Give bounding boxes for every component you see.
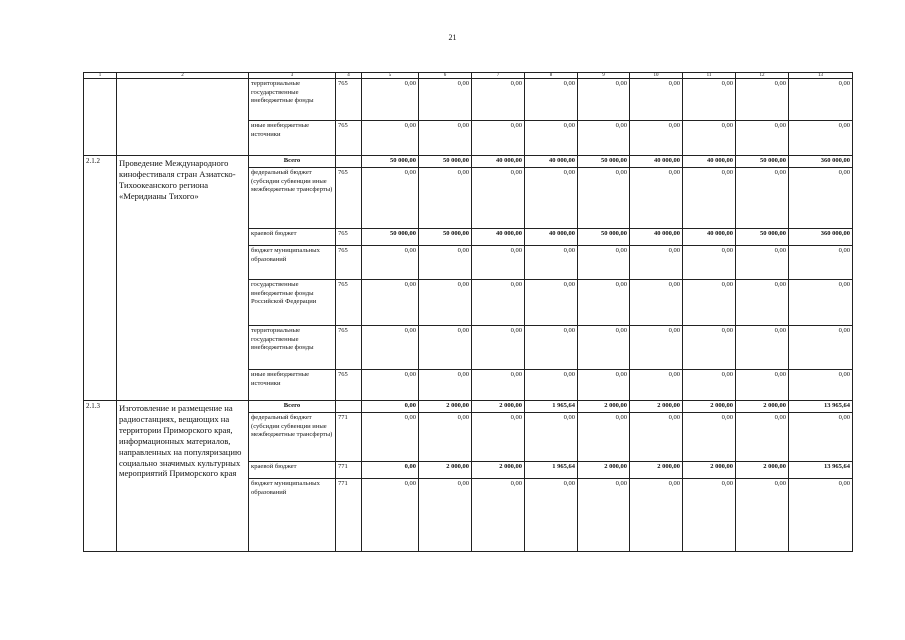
amount-cell: 0,00 <box>683 79 736 121</box>
item-code: 2.1.3 <box>84 401 117 552</box>
amount-cell: 0,00 <box>472 168 525 229</box>
amount-cell: 0,00 <box>472 370 525 401</box>
funding-source: бюджет муниципальных образований <box>249 246 336 280</box>
column-number: 2 <box>117 73 249 79</box>
amount-cell: 0,00 <box>525 246 578 280</box>
amount-cell: 0,00 <box>419 121 472 156</box>
page-number: 21 <box>448 33 457 42</box>
amount-cell: 40 000,00 <box>630 229 683 246</box>
amount-cell: 2 000,00 <box>736 462 789 479</box>
budget-code: 765 <box>336 246 362 280</box>
amount-cell: 0,00 <box>683 121 736 156</box>
amount-cell: 50 000,00 <box>578 229 630 246</box>
amount-cell: 2 000,00 <box>578 401 630 413</box>
amount-cell: 2 000,00 <box>630 462 683 479</box>
amount-cell: 0,00 <box>362 168 419 229</box>
amount-cell: 0,00 <box>525 79 578 121</box>
amount-cell: 0,00 <box>362 121 419 156</box>
amount-cell: 0,00 <box>736 168 789 229</box>
table-row <box>84 79 853 121</box>
amount-cell: 0,00 <box>525 479 578 552</box>
amount-cell: 0,00 <box>362 401 419 413</box>
amount-cell: 0,00 <box>736 326 789 370</box>
amount-cell: 0,00 <box>683 168 736 229</box>
amount-cell: 2 000,00 <box>472 462 525 479</box>
budget-code: 771 <box>336 413 362 462</box>
amount-cell: 0,00 <box>736 280 789 326</box>
amount-cell: 0,00 <box>789 168 853 229</box>
column-number: 10 <box>630 73 683 79</box>
amount-cell: 40 000,00 <box>525 229 578 246</box>
amount-cell: 0,00 <box>578 280 630 326</box>
funding-source: территориальные государственные внебюджетные фонды <box>249 326 336 370</box>
amount-cell: 0,00 <box>789 370 853 401</box>
amount-cell: 1 965,64 <box>525 462 578 479</box>
budget-code: 765 <box>336 79 362 121</box>
amount-cell: 40 000,00 <box>472 156 525 168</box>
amount-cell: 0,00 <box>789 479 853 552</box>
amount-cell: 0,00 <box>736 479 789 552</box>
amount-cell: 0,00 <box>578 413 630 462</box>
funding-source: краевой бюджет <box>249 229 336 246</box>
amount-cell: 2 000,00 <box>472 401 525 413</box>
amount-cell: 0,00 <box>630 413 683 462</box>
item-code: 2.1.2 <box>84 156 117 401</box>
column-number: 4 <box>336 73 362 79</box>
amount-cell: 2 000,00 <box>736 401 789 413</box>
amount-cell: 2 000,00 <box>683 401 736 413</box>
amount-cell: 40 000,00 <box>683 156 736 168</box>
column-number: 11 <box>683 73 736 79</box>
item-name: Изготовление и размещение на радиостанциях, вещающих на территории Приморского края, информационных материалов, направленных на популяризацию социально значимых культурных мероприятий Приморского края <box>117 401 249 552</box>
amount-cell: 0,00 <box>578 479 630 552</box>
amount-cell: 0,00 <box>578 326 630 370</box>
column-number: 3 <box>249 73 336 79</box>
amount-cell: 0,00 <box>683 280 736 326</box>
amount-cell: 0,00 <box>419 79 472 121</box>
column-number: 12 <box>736 73 789 79</box>
amount-cell: 50 000,00 <box>578 156 630 168</box>
amount-cell: 0,00 <box>683 326 736 370</box>
amount-cell: 0,00 <box>419 246 472 280</box>
amount-cell: 0,00 <box>472 326 525 370</box>
amount-cell: 13 965,64 <box>789 401 853 413</box>
amount-cell: 0,00 <box>789 246 853 280</box>
amount-cell: 0,00 <box>630 326 683 370</box>
funding-source: территориальные государственные внебюджетные фонды <box>249 79 336 121</box>
amount-cell: 0,00 <box>419 479 472 552</box>
amount-cell: 0,00 <box>419 280 472 326</box>
amount-cell: 0,00 <box>789 79 853 121</box>
amount-cell: 0,00 <box>630 246 683 280</box>
column-number: 13 <box>789 73 853 79</box>
amount-cell: 0,00 <box>472 280 525 326</box>
amount-cell: 0,00 <box>362 462 419 479</box>
column-number: 7 <box>472 73 525 79</box>
amount-cell: 0,00 <box>525 370 578 401</box>
amount-cell: 2 000,00 <box>419 462 472 479</box>
budget-code: 765 <box>336 370 362 401</box>
column-number: 9 <box>578 73 630 79</box>
amount-cell: 50 000,00 <box>362 156 419 168</box>
amount-cell: 40 000,00 <box>525 156 578 168</box>
amount-cell: 0,00 <box>362 246 419 280</box>
amount-cell: 0,00 <box>525 413 578 462</box>
amount-cell: 0,00 <box>736 370 789 401</box>
amount-cell: 0,00 <box>419 326 472 370</box>
amount-cell: 0,00 <box>578 121 630 156</box>
amount-cell: 0,00 <box>525 280 578 326</box>
amount-cell: 1 965,64 <box>525 401 578 413</box>
funding-source: государственные внебюджетные фонды Российской Федерации <box>249 280 336 326</box>
amount-cell: 0,00 <box>683 370 736 401</box>
amount-cell: 0,00 <box>736 121 789 156</box>
amount-cell: 0,00 <box>736 413 789 462</box>
table-row <box>84 156 853 168</box>
budget-code: 765 <box>336 168 362 229</box>
amount-cell: 0,00 <box>362 280 419 326</box>
amount-cell: 50 000,00 <box>419 156 472 168</box>
table-row <box>84 401 853 413</box>
amount-cell: 2 000,00 <box>419 401 472 413</box>
funding-source: федеральный бюджет (субсидии субвенции иные межбюджетные трансферты) <box>249 168 336 229</box>
total-label: Всего <box>249 156 336 168</box>
amount-cell: 0,00 <box>736 79 789 121</box>
amount-cell: 0,00 <box>789 280 853 326</box>
amount-cell: 50 000,00 <box>736 229 789 246</box>
amount-cell: 40 000,00 <box>472 229 525 246</box>
budget-code: 765 <box>336 280 362 326</box>
funding-source: федеральный бюджет (субсидии субвенции иные межбюджетные трансферты) <box>249 413 336 462</box>
amount-cell: 0,00 <box>789 413 853 462</box>
amount-cell: 0,00 <box>472 246 525 280</box>
amount-cell: 0,00 <box>683 479 736 552</box>
column-number: 8 <box>525 73 578 79</box>
amount-cell: 50 000,00 <box>419 229 472 246</box>
total-label: Всего <box>249 401 336 413</box>
amount-cell: 0,00 <box>419 168 472 229</box>
amount-cell: 13 965,64 <box>789 462 853 479</box>
amount-cell: 0,00 <box>578 370 630 401</box>
amount-cell: 0,00 <box>362 326 419 370</box>
amount-cell: 0,00 <box>683 413 736 462</box>
item-code <box>84 79 117 156</box>
amount-cell: 0,00 <box>472 479 525 552</box>
budget-table <box>83 72 853 552</box>
budget-code <box>336 156 362 168</box>
amount-cell: 0,00 <box>419 370 472 401</box>
budget-code: 765 <box>336 326 362 370</box>
amount-cell: 0,00 <box>630 280 683 326</box>
amount-cell: 40 000,00 <box>683 229 736 246</box>
budget-code: 771 <box>336 479 362 552</box>
amount-cell: 40 000,00 <box>630 156 683 168</box>
amount-cell: 360 000,00 <box>789 156 853 168</box>
amount-cell: 0,00 <box>525 121 578 156</box>
amount-cell: 0,00 <box>630 121 683 156</box>
amount-cell: 0,00 <box>362 370 419 401</box>
amount-cell: 2 000,00 <box>683 462 736 479</box>
column-number: 6 <box>419 73 472 79</box>
amount-cell: 0,00 <box>362 479 419 552</box>
amount-cell: 0,00 <box>736 246 789 280</box>
amount-cell: 0,00 <box>362 79 419 121</box>
amount-cell: 0,00 <box>419 413 472 462</box>
budget-code: 771 <box>336 462 362 479</box>
column-number: 1 <box>84 73 117 79</box>
funding-source: иные внебюджетные источники <box>249 370 336 401</box>
amount-cell: 0,00 <box>789 326 853 370</box>
amount-cell: 0,00 <box>472 79 525 121</box>
amount-cell: 0,00 <box>683 246 736 280</box>
amount-cell: 0,00 <box>578 168 630 229</box>
funding-source: краевой бюджет <box>249 462 336 479</box>
amount-cell: 0,00 <box>789 121 853 156</box>
amount-cell: 50 000,00 <box>736 156 789 168</box>
amount-cell: 2 000,00 <box>578 462 630 479</box>
amount-cell: 0,00 <box>630 370 683 401</box>
budget-code: 765 <box>336 121 362 156</box>
amount-cell: 0,00 <box>578 246 630 280</box>
amount-cell: 0,00 <box>525 326 578 370</box>
amount-cell: 0,00 <box>525 168 578 229</box>
funding-source: иные внебюджетные источники <box>249 121 336 156</box>
budget-code <box>336 401 362 413</box>
amount-cell: 50 000,00 <box>362 229 419 246</box>
amount-cell: 0,00 <box>472 413 525 462</box>
amount-cell: 0,00 <box>578 79 630 121</box>
amount-cell: 360 000,00 <box>789 229 853 246</box>
item-name <box>117 79 249 156</box>
item-name: Проведение Международного кинофестиваля стран Азиатско- Тихоокеанского региона «Меридианы Тихого» <box>117 156 249 401</box>
column-number: 5 <box>362 73 419 79</box>
budget-code: 765 <box>336 229 362 246</box>
amount-cell: 0,00 <box>362 413 419 462</box>
amount-cell: 0,00 <box>630 79 683 121</box>
funding-source: бюджет муниципальных образований <box>249 479 336 552</box>
amount-cell: 0,00 <box>630 479 683 552</box>
amount-cell: 0,00 <box>472 121 525 156</box>
amount-cell: 0,00 <box>630 168 683 229</box>
amount-cell: 2 000,00 <box>630 401 683 413</box>
